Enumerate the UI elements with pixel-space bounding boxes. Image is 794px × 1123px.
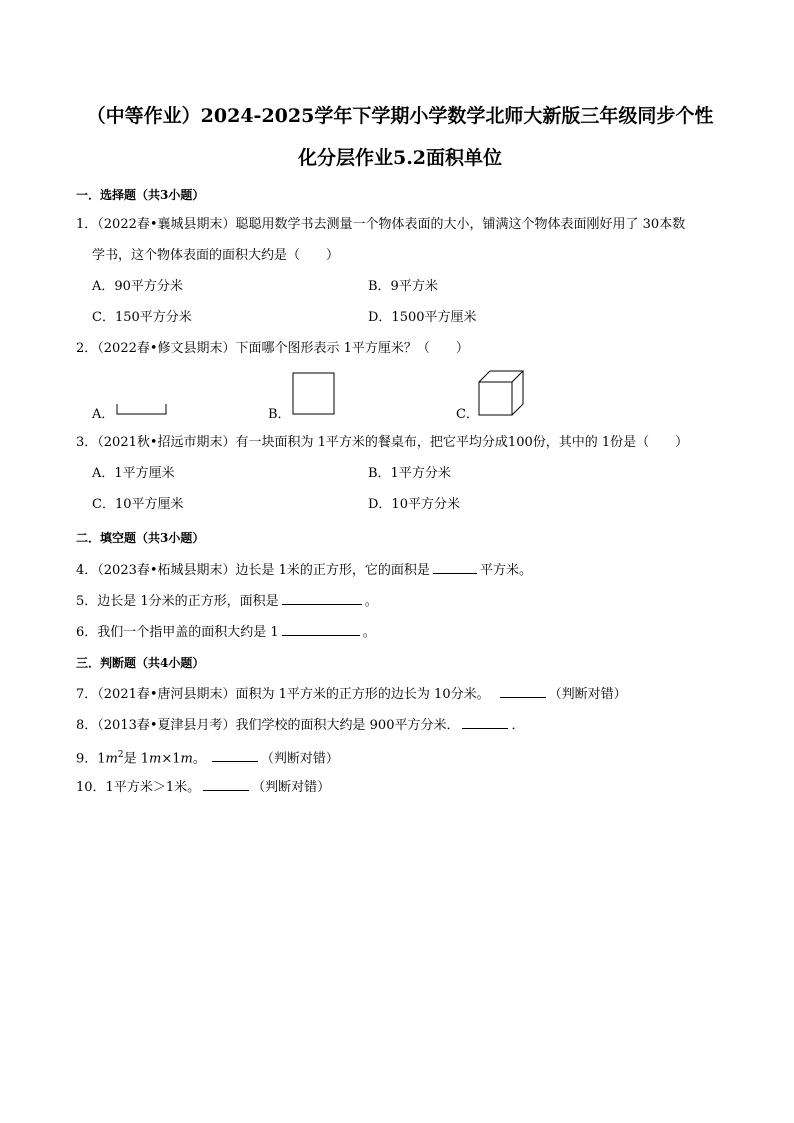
question-6-text: 6．我们一个指甲盖的面积大约是 1	[76, 625, 279, 640]
question-5	[76, 591, 378, 611]
question-3-option-c: C．10平方厘米	[92, 497, 184, 512]
question-8-text: 8．（2013春•夏津县月考）我们学校的面积大约是 900平方分米．	[76, 718, 460, 733]
answer-blank[interactable]	[282, 591, 362, 605]
page-title-line1: （中等作业）2024-2025学年下学期小学数学北师大新版三年级同步个性	[86, 105, 714, 127]
question-10-text: 10．1平方米＞1米。	[76, 780, 201, 795]
question-9-part-a: 9．1	[76, 751, 106, 767]
question-5-suffix: 。	[364, 594, 378, 609]
question-6	[76, 622, 376, 642]
question-6-suffix: 。	[362, 625, 376, 640]
question-8-suffix: ．	[511, 718, 525, 733]
question-3-line1: 3．（2021秋•招远市期末）有一块面积为 1平方米的餐桌布，把它平均分成100份，其中的 1份是（ ）	[76, 435, 689, 450]
answer-blank[interactable]	[500, 684, 546, 698]
question-7	[76, 684, 627, 704]
question-2-option-b: B．	[268, 407, 291, 422]
answer-blank[interactable]	[212, 748, 258, 762]
answer-blank[interactable]	[462, 715, 508, 729]
square-shape	[292, 372, 336, 416]
question-9	[76, 746, 339, 768]
question-8	[76, 715, 524, 735]
question-2-option-c: C．	[456, 407, 479, 422]
question-7-text: 7．（2021春•唐河县期末）面积为 1平方米的正方形的边长为 10分米。	[76, 687, 490, 702]
answer-blank[interactable]	[282, 622, 360, 636]
question-4-text: 4．（2023春•柘城县期末）边长是 1米的正方形，它的面积是	[76, 563, 430, 578]
unit-m: m	[180, 751, 193, 767]
question-5-text: 5．边长是 1分米的正方形，面积是	[76, 594, 279, 609]
question-9-part-b: 是 1	[123, 751, 150, 767]
exponent: 2	[117, 750, 124, 760]
section-heading-judge: 三．判断题（共4小题）	[76, 656, 205, 670]
cube-shape	[478, 370, 524, 417]
question-7-suffix: （判断对错）	[548, 687, 627, 702]
question-1-line1: 1．（2022春•襄城县期末）聪聪用数学书去测量一个物体表面的大小，铺满这个物体表面刚好用了 30本数	[76, 217, 686, 232]
question-1-option-c: C．150平方分米	[92, 310, 192, 325]
question-1-line2: 学书，这个物体表面的面积大约是（ ）	[92, 248, 340, 263]
unit-m: m	[149, 751, 162, 767]
question-3-option-d: D．10平方分米	[368, 497, 460, 512]
line-segment-shape	[116, 402, 168, 416]
question-4-suffix: 平方米。	[479, 563, 532, 578]
question-1-option-d: D．1500平方厘米	[368, 310, 477, 325]
question-4	[76, 560, 532, 580]
section-heading-choice: 一．选择题（共3小题）	[76, 188, 205, 202]
question-2-option-a: A．	[92, 407, 115, 422]
question-9-suffix: （判断对错）	[260, 751, 339, 767]
answer-blank[interactable]	[203, 777, 249, 791]
question-9-part-c: 。	[192, 751, 206, 767]
question-1-option-a: A．90平方分米	[92, 279, 183, 294]
question-1-option-b: B．9平方米	[368, 279, 438, 294]
answer-blank[interactable]	[433, 560, 477, 574]
times-sign: ×1	[161, 751, 181, 767]
question-3-option-b: B．1平方分米	[368, 466, 451, 481]
question-10-suffix: （判断对错）	[252, 780, 331, 795]
question-10	[76, 777, 330, 797]
unit-m: m	[105, 751, 118, 767]
question-3-option-a: A．1平方厘米	[92, 466, 175, 481]
section-heading-fill: 二．填空题（共3小题）	[76, 531, 205, 545]
question-2-line1: 2．（2022春•修文县期末）下面哪个图形表示 1平方厘米？（ ）	[76, 341, 469, 356]
page-title-line2: 化分层作业5.2面积单位	[297, 147, 503, 169]
